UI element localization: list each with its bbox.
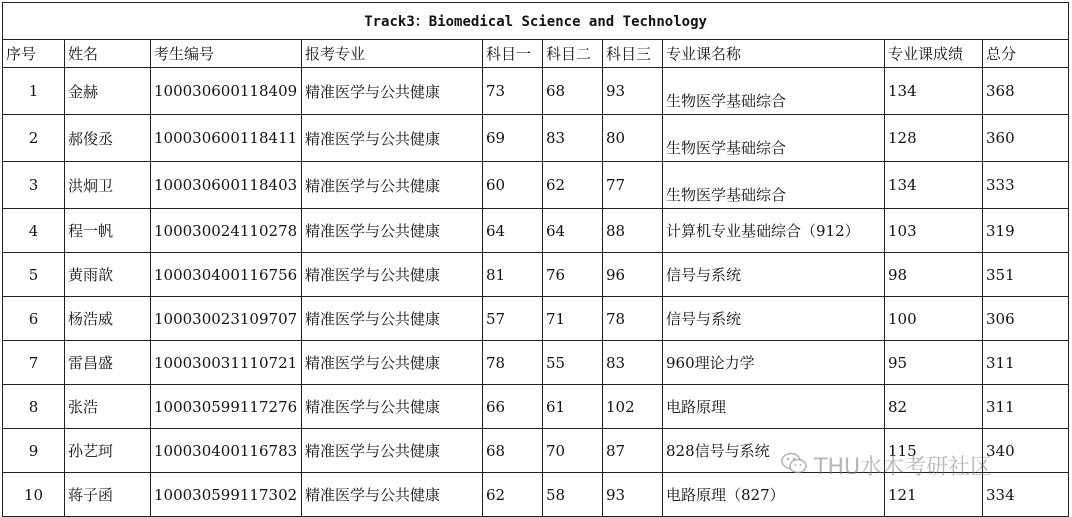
table-row	[3, 473, 1069, 517]
cell-course-name: 生物医学基础综合	[663, 115, 885, 162]
cell-subject-3: 93	[603, 68, 663, 115]
cell-major: 精准医学与公共健康	[302, 429, 483, 473]
cell-candidate-id: 100030599117302	[151, 473, 302, 517]
cell-major: 精准医学与公共健康	[302, 115, 483, 162]
cell-index: 1	[3, 68, 65, 115]
header-cell-subject-2: 科目二	[543, 40, 603, 68]
cell-subject-3: 87	[603, 429, 663, 473]
table-row	[3, 162, 1069, 209]
cell-name: 孙艺珂	[65, 429, 151, 473]
cell-course-name: 计算机专业基础综合（912）	[663, 209, 885, 253]
cell-candidate-id: 100030400116756	[151, 253, 302, 297]
cell-subject-2: 64	[543, 209, 603, 253]
cell-subject-3: 93	[603, 473, 663, 517]
table-row	[3, 209, 1069, 253]
cell-index: 7	[3, 341, 65, 385]
cell-course-score: 134	[885, 68, 983, 115]
cell-index: 4	[3, 209, 65, 253]
cell-candidate-id: 100030031110721	[151, 341, 302, 385]
cell-index: 9	[3, 429, 65, 473]
cell-major: 精准医学与公共健康	[302, 68, 483, 115]
cell-subject-2: 61	[543, 385, 603, 429]
cell-subject-3: 78	[603, 297, 663, 341]
cell-subject-2: 58	[543, 473, 603, 517]
cell-course-score: 82	[885, 385, 983, 429]
cell-subject-1: 60	[483, 162, 543, 209]
cell-candidate-id: 100030600118411	[151, 115, 302, 162]
cell-subject-2: 68	[543, 68, 603, 115]
score-sheet	[2, 2, 1068, 507]
cell-name: 程一帆	[65, 209, 151, 253]
cell-total: 333	[983, 162, 1069, 209]
cell-total: 306	[983, 297, 1069, 341]
table-row	[3, 297, 1069, 341]
cell-subject-1: 78	[483, 341, 543, 385]
cell-name: 杨浩威	[65, 297, 151, 341]
score-table	[2, 2, 1069, 517]
cell-index: 8	[3, 385, 65, 429]
cell-total: 340	[983, 429, 1069, 473]
cell-subject-1: 81	[483, 253, 543, 297]
cell-total: 368	[983, 68, 1069, 115]
cell-index: 2	[3, 115, 65, 162]
cell-subject-1: 73	[483, 68, 543, 115]
cell-course-name: 828信号与系统	[663, 429, 885, 473]
header-cell-index: 序号	[3, 40, 65, 68]
cell-major: 精准医学与公共健康	[302, 297, 483, 341]
cell-course-score: 115	[885, 429, 983, 473]
cell-candidate-id: 100030600118409	[151, 68, 302, 115]
cell-candidate-id: 100030600118403	[151, 162, 302, 209]
cell-index: 5	[3, 253, 65, 297]
cell-course-score: 100	[885, 297, 983, 341]
cell-name: 金赫	[65, 68, 151, 115]
cell-subject-3: 77	[603, 162, 663, 209]
table-row	[3, 68, 1069, 115]
cell-course-score: 121	[885, 473, 983, 517]
cell-name: 黄雨歆	[65, 253, 151, 297]
cell-course-score: 98	[885, 253, 983, 297]
cell-candidate-id: 100030024110278	[151, 209, 302, 253]
cell-course-score: 134	[885, 162, 983, 209]
header-cell-candidate-id: 考生编号	[151, 40, 302, 68]
cell-major: 精准医学与公共健康	[302, 253, 483, 297]
header-cell-course-score: 专业课成绩	[885, 40, 983, 68]
cell-course-score: 95	[885, 341, 983, 385]
cell-subject-2: 71	[543, 297, 603, 341]
cell-subject-1: 62	[483, 473, 543, 517]
cell-subject-3: 96	[603, 253, 663, 297]
cell-subject-1: 57	[483, 297, 543, 341]
cell-name: 张浩	[65, 385, 151, 429]
cell-course-name: 960理论力学	[663, 341, 885, 385]
cell-subject-1: 66	[483, 385, 543, 429]
table-row	[3, 115, 1069, 162]
cell-major: 精准医学与公共健康	[302, 341, 483, 385]
table-title: Track3：Biomedical Science and Technology	[3, 3, 1069, 40]
cell-total: 319	[983, 209, 1069, 253]
cell-name: 洪炯卫	[65, 162, 151, 209]
cell-total: 360	[983, 115, 1069, 162]
cell-total: 311	[983, 385, 1069, 429]
cell-subject-3: 102	[603, 385, 663, 429]
cell-major: 精准医学与公共健康	[302, 473, 483, 517]
cell-subject-3: 88	[603, 209, 663, 253]
cell-course-name: 电路原理（827）	[663, 473, 885, 517]
cell-course-name: 信号与系统	[663, 297, 885, 341]
cell-candidate-id: 100030023109707	[151, 297, 302, 341]
cell-subject-2: 76	[543, 253, 603, 297]
cell-subject-2: 55	[543, 341, 603, 385]
cell-index: 6	[3, 297, 65, 341]
cell-course-name: 生物医学基础综合	[663, 68, 885, 115]
cell-course-name: 生物医学基础综合	[663, 162, 885, 209]
cell-candidate-id: 100030599117276	[151, 385, 302, 429]
cell-course-name: 电路原理	[663, 385, 885, 429]
header-cell-subject-3: 科目三	[603, 40, 663, 68]
cell-major: 精准医学与公共健康	[302, 209, 483, 253]
watermark-text: THU水木考研社区	[814, 455, 993, 480]
cell-major: 精准医学与公共健康	[302, 385, 483, 429]
cell-course-score: 103	[885, 209, 983, 253]
cell-subject-2: 83	[543, 115, 603, 162]
header-row	[3, 40, 1069, 68]
cell-subject-3: 80	[603, 115, 663, 162]
cell-index: 10	[3, 473, 65, 517]
cell-subject-2: 70	[543, 429, 603, 473]
header-cell-subject-1: 科目一	[483, 40, 543, 68]
cell-total: 311	[983, 341, 1069, 385]
cell-name: 雷昌盛	[65, 341, 151, 385]
cell-total: 351	[983, 253, 1069, 297]
cell-subject-2: 62	[543, 162, 603, 209]
table-row	[3, 429, 1069, 473]
cell-subject-3: 83	[603, 341, 663, 385]
table-row	[3, 253, 1069, 297]
cell-candidate-id: 100030400116783	[151, 429, 302, 473]
cell-index: 3	[3, 162, 65, 209]
header-cell-name: 姓名	[65, 40, 151, 68]
cell-name: 蒋子函	[65, 473, 151, 517]
cell-course-name: 信号与系统	[663, 253, 885, 297]
cell-name: 郝俊丞	[65, 115, 151, 162]
cell-subject-1: 68	[483, 429, 543, 473]
cell-total: 334	[983, 473, 1069, 517]
header-cell-course-name: 专业课名称	[663, 40, 885, 68]
cell-subject-1: 69	[483, 115, 543, 162]
cell-subject-1: 64	[483, 209, 543, 253]
header-cell-total: 总分	[983, 40, 1069, 68]
table-row	[3, 341, 1069, 385]
cell-course-score: 128	[885, 115, 983, 162]
cell-major: 精准医学与公共健康	[302, 162, 483, 209]
table-row	[3, 385, 1069, 429]
header-cell-major: 报考专业	[302, 40, 483, 68]
